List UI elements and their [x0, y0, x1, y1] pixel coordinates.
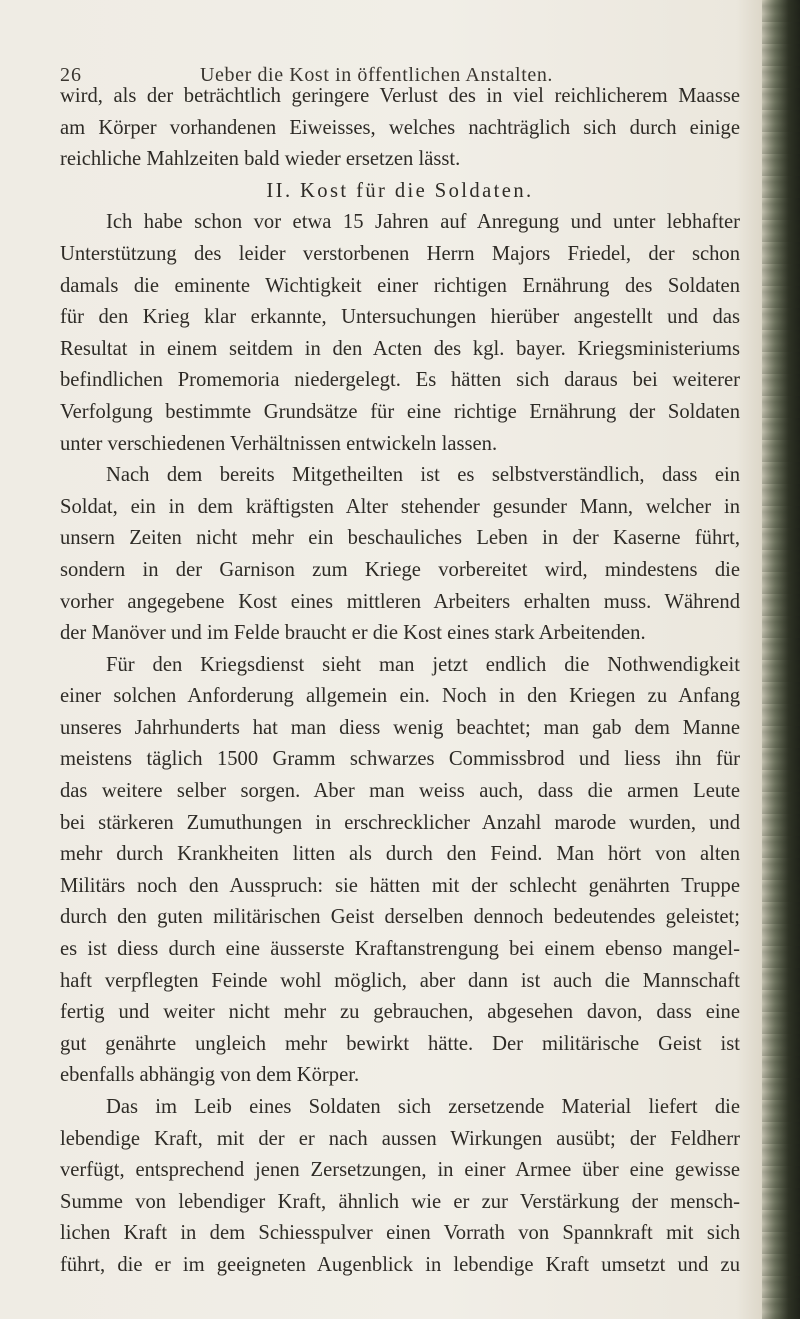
text-line: der Manöver und im Felde braucht er die Kost eines stark Arbeitenden. — [60, 622, 646, 645]
text-line: lichen Kraft in dem Schiesspulver einen Vorrath von Spannkraft mit sich — [60, 1222, 740, 1245]
text-line: meistens täglich 1500 Gramm schwarzes Commissbrod und liess ihn für — [60, 748, 740, 771]
text-line: für den Krieg klar erkannte, Untersuchungen hierüber angestellt und das — [60, 306, 740, 329]
text-line: es ist diess durch eine äusserste Kraftanstrengung bei einem ebenso mangel- — [60, 938, 740, 961]
text-line: Ich habe schon vor etwa 15 Jahren auf Anregung und unter lebhafter — [106, 211, 740, 234]
text-line: unsern Zeiten nicht mehr ein beschauliches Leben in der Kaserne führt, — [60, 527, 740, 550]
text-line: das weitere selber sorgen. Aber man weiss auch, dass die armen Leute — [60, 780, 740, 803]
page-number: 26 — [60, 64, 82, 86]
text-line: ebenfalls abhängig von dem Körper. — [60, 1064, 360, 1087]
text-line: führt, die er im geeigneten Augenblick in lebendige Kraft umsetzt und zu — [60, 1253, 740, 1276]
section-heading: II. Kost für die Soldaten. — [266, 179, 534, 202]
text-line: wird, als der beträchtlich geringere Verlust des in viel reichlicherem Maasse — [60, 85, 740, 107]
text-line: Für den Kriegsdienst sieht man jetzt endlich die Nothwendigkeit — [106, 653, 740, 676]
running-head: Ueber die Kost in öffentlichen Anstalten. — [200, 64, 554, 86]
text-line: Unterstützung des leider verstorbenen Herrn Majors Friedel, der schon — [60, 242, 740, 265]
text-line: verfügt, entsprechend jenen Zersetzungen, in einer Armee über eine gewisse — [60, 1159, 740, 1182]
text-line: lebendige Kraft, mit der er nach aussen Wirkungen ausübt; der Feldherr — [60, 1127, 740, 1150]
text-line: Resultat in einem seitdem in den Acten des kgl. bayer. Kriegsministeriums — [60, 337, 740, 360]
body-text — [60, 81, 740, 1282]
text-line: mehr durch Krankheiten litten als durch den Feind. Man hört von alten — [60, 843, 740, 866]
text-line: befindlichen Promemoria niedergelegt. Es hätten sich daraus bei weiterer — [60, 369, 740, 392]
text-line: unter verschiedenen Verhältnissen entwickeln lassen. — [60, 432, 498, 455]
text-line: sondern in der Garnison zum Kriege vorbereitet wird, mindestens die — [60, 558, 740, 581]
text-line: Nach dem bereits Mitgetheilten ist es selbstverständlich, dass ein — [106, 464, 740, 487]
text-line: fertig und weiter nicht mehr zu gebrauchen, abgesehen davon, dass eine — [60, 1001, 740, 1024]
text-line: gut genährte ungleich mehr bewirkt hätte. Der militärische Geist ist — [60, 1032, 740, 1055]
text-line: haft verpflegten Feinde wohl möglich, aber dann ist auch die Mannschaft — [60, 969, 740, 992]
text-line: bei stärkeren Zumuthungen in erschrecklicher Anzahl marode wurden, und — [60, 811, 740, 834]
text-line: reichliche Mahlzeiten bald wieder ersetzen lässt. — [60, 148, 461, 171]
text-line: unseres Jahrhunderts hat man diess wenig beachtet; man gab dem Manne — [60, 716, 740, 739]
text-line: Das im Leib eines Soldaten sich zersetzende Material liefert die — [106, 1096, 740, 1118]
page-edge-shadow — [762, 0, 800, 1319]
text-line: am Körper vorhandenen Eiweisses, welches nachträglich sich durch einige — [60, 116, 740, 139]
text-line: Summe von lebendiger Kraft, ähnlich wie er zur Verstärkung der mensch- — [60, 1190, 740, 1213]
text-line: Verfolgung bestimmte Grundsätze für eine richtige Ernährung der Soldaten — [60, 400, 740, 423]
text-line: vorher angegebene Kost eines mittleren Arbeiters erhalten muss. Während — [60, 590, 740, 613]
text-line: damals die eminente Wichtigkeit einer richtigen Ernährung des Soldaten — [60, 274, 740, 297]
text-line: Militärs noch den Ausspruch: sie hätten mit der schlecht genährten Truppe — [60, 874, 740, 897]
text-line: durch den guten militärischen Geist derselben dennoch bedeutendes geleistet; — [60, 906, 740, 929]
text-line: Soldat, ein in dem kräftigsten Alter stehender gesunder Mann, welcher in — [60, 495, 740, 518]
text-line: einer solchen Anforderung allgemein ein. Noch in den Kriegen zu Anfang — [60, 685, 740, 708]
